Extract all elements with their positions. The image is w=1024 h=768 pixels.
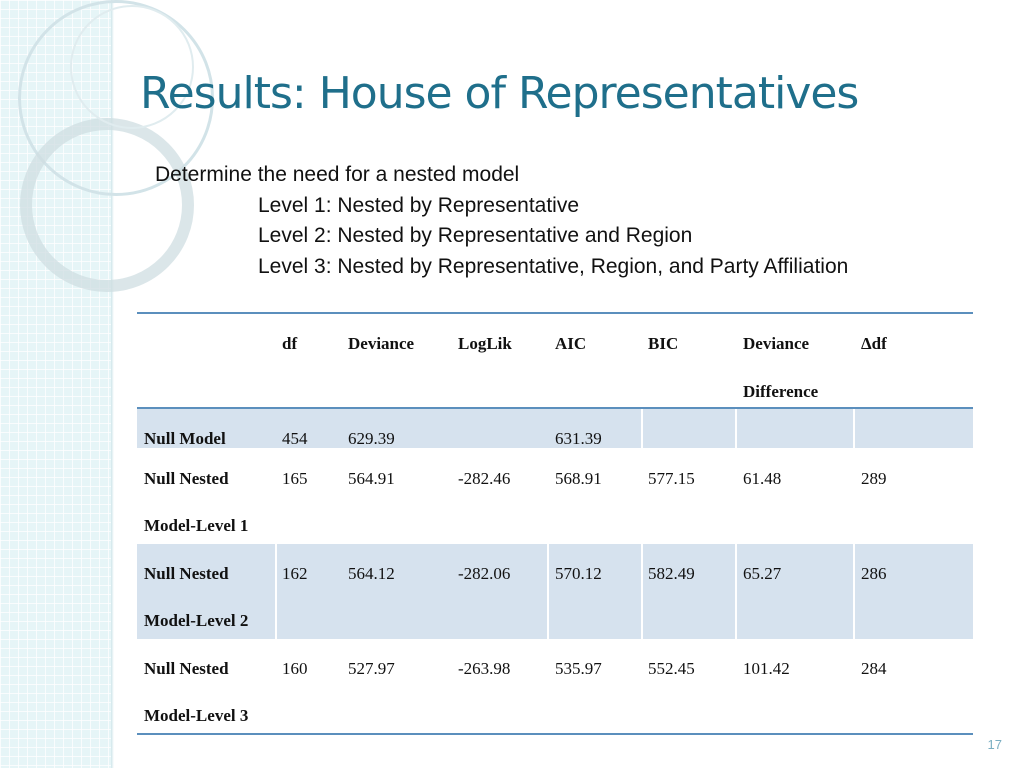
header-deviance: Deviance: [348, 334, 415, 353]
level-1-text: Level 1: Nested by Representative: [258, 194, 580, 217]
table-row: [137, 448, 973, 544]
table-row: [137, 409, 973, 448]
side-band-edge: [111, 0, 114, 768]
column-separator: [853, 544, 855, 639]
row-label-line2: Model-Level 2: [144, 611, 249, 630]
cell-deviance-difference: 65.27: [743, 564, 782, 583]
cell-df: 160: [282, 659, 308, 678]
cell-deviance: 629.39: [348, 429, 395, 448]
header-loglik: LogLik: [458, 334, 512, 353]
cell-deviance: 564.12: [348, 564, 395, 583]
cell-aic: 631.39: [555, 429, 602, 448]
cell-deviance: 527.97: [348, 659, 395, 678]
slide-title: Results: House of Representatives: [140, 68, 859, 119]
cell-df: 454: [282, 429, 308, 448]
row-label-line2: Model-Level 1: [144, 516, 249, 535]
column-separator: [853, 409, 855, 448]
cell-bic: 552.45: [648, 659, 695, 678]
table-bottom-rule: [137, 733, 973, 735]
header-bic: BIC: [648, 334, 679, 353]
table-header-row: [137, 314, 973, 408]
cell-aic: 568.91: [555, 469, 602, 488]
intro-text: Determine the need for a nested model: [155, 163, 520, 186]
cell-deviance-difference: 61.48: [743, 469, 782, 488]
row-label: Null Nested: [144, 469, 229, 488]
column-separator: [641, 544, 643, 639]
row-label: Null Nested: [144, 659, 229, 678]
column-separator: [641, 409, 643, 448]
cell-df: 165: [282, 469, 308, 488]
cell-delta-df: 286: [861, 564, 887, 583]
cell-aic: 535.97: [555, 659, 602, 678]
page-number: 17: [987, 737, 1002, 752]
cell-deviance-difference: 101.42: [743, 659, 790, 678]
cell-bic: 582.49: [648, 564, 695, 583]
decorative-side-band: [0, 0, 113, 768]
table-row: [137, 544, 973, 639]
level-2-text: Level 2: Nested by Representative and Region: [258, 224, 693, 247]
cell-deviance: 564.91: [348, 469, 395, 488]
cell-loglik: -282.06: [458, 564, 511, 583]
table-row: [137, 639, 973, 733]
row-label: Null Nested: [144, 564, 229, 583]
column-separator: [275, 544, 277, 639]
row-label-line2: Model-Level 3: [144, 706, 249, 725]
header-deviance-difference-line2: Difference: [743, 382, 819, 401]
column-separator: [735, 544, 737, 639]
column-separator: [547, 544, 549, 639]
cell-aic: 570.12: [555, 564, 602, 583]
header-deviance-difference: Deviance: [743, 334, 810, 353]
cell-delta-df: 289: [861, 469, 887, 488]
cell-delta-df: 284: [861, 659, 887, 678]
cell-loglik: -263.98: [458, 659, 511, 678]
cell-bic: 577.15: [648, 469, 695, 488]
cell-loglik: -282.46: [458, 469, 511, 488]
header-delta-df: Δdf: [861, 334, 887, 353]
level-3-text: Level 3: Nested by Representative, Region, and Party Affiliation: [258, 255, 849, 278]
column-separator: [735, 409, 737, 448]
cell-df: 162: [282, 564, 308, 583]
row-label: Null Model: [144, 429, 226, 448]
header-df: df: [282, 334, 298, 353]
header-aic: AIC: [555, 334, 587, 353]
